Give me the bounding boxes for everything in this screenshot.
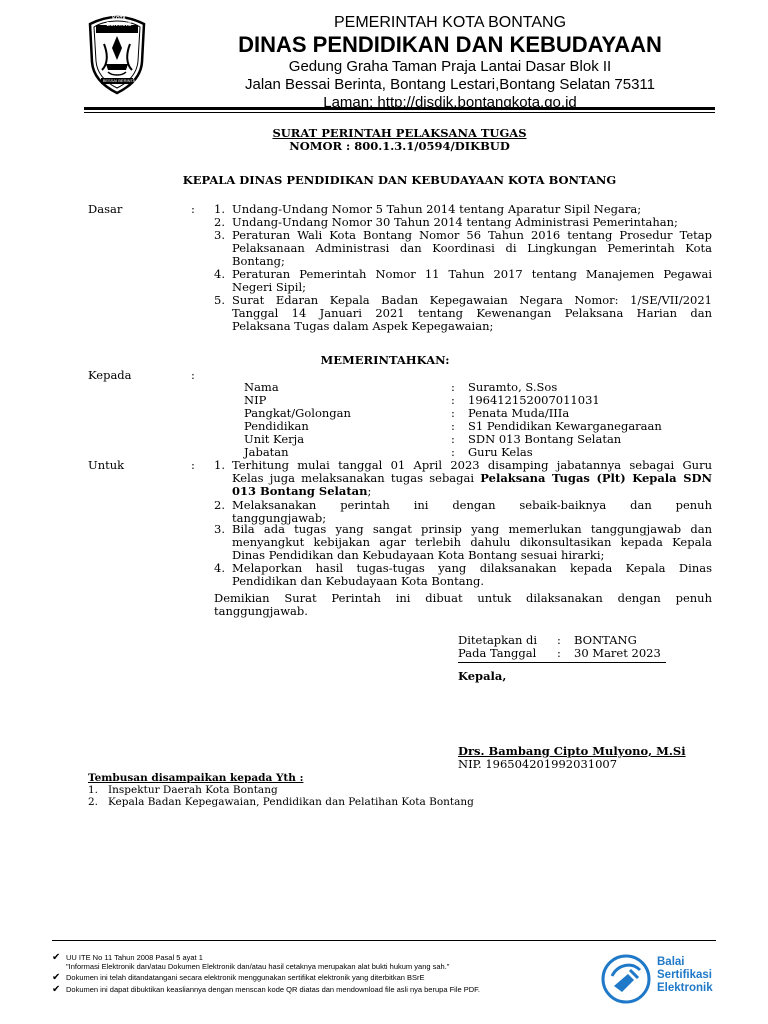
field-value-nama: Suramto, S.Sos	[468, 380, 558, 394]
signer-position: Kepala,	[458, 669, 507, 683]
dasar-num-2: 2.	[214, 215, 225, 229]
bsre-line: Sertifikasi	[657, 969, 712, 981]
dasar-num-1: 1.	[214, 202, 225, 216]
untuk-item-1	[232, 459, 712, 498]
text-line: Demikian Surat Perintah ini dibuat untuk dilaksanakan dengan penuh	[214, 591, 712, 605]
logo-motto-text: BESSAI BERINTA	[102, 78, 136, 83]
untuk-num-2: 2.	[214, 498, 225, 512]
bsre-line: Balai	[657, 956, 685, 968]
dasar-item-5	[232, 294, 712, 333]
text-line: Peraturan Wali Kota Bontang Nomor 56 Tahun 2016 tentang Prosedur Tetap	[232, 228, 712, 242]
date-value: 30 Maret 2023	[574, 646, 661, 660]
text-line: Melaksanakan perintah ini dengan sebaik-baiknya dan penuh	[232, 498, 712, 512]
dasar-label: Dasar	[88, 202, 123, 216]
text-segment: ;	[367, 484, 372, 498]
tembusan-item-1: Inspektur Daerah Kota Bontang	[108, 784, 278, 796]
agency-name: DINAS PENDIDIKAN DAN KEBUDAYAAN	[238, 32, 662, 57]
field-value-nip: 196412152007011031	[468, 393, 600, 407]
check-icon: ✔	[52, 972, 61, 983]
text-line: tanggungjawab.	[214, 604, 308, 618]
check-icon: ✔	[52, 952, 61, 963]
field-value-unit-kerja: SDN 013 Bontang Selatan	[468, 432, 622, 446]
field-label-jabatan: Jabatan	[244, 445, 289, 459]
tembusan-title: Tembusan disampaikan kepada Yth :	[88, 772, 304, 784]
date-colon: :	[557, 646, 561, 660]
letter-title: SURAT PERINTAH PELAKSANA TUGAS	[272, 126, 527, 140]
footer-note-4	[52, 985, 480, 994]
text-line: Terhitung mulai tanggal 01 April 2023 disamping jabatannya sebagai Guru	[232, 458, 712, 472]
field-colon: :	[451, 445, 455, 459]
untuk-item-3	[232, 523, 712, 562]
text-line: Dinas Pendidikan dan Kebudayaan Kota Bontang sesuai hirarki;	[232, 548, 605, 562]
dasar-item-4	[232, 268, 712, 294]
field-colon: :	[451, 432, 455, 446]
logo-banner-text: KOTA BONTANG	[106, 16, 132, 28]
text-line: Bila ada tugas yang sangat prinsip yang memerlukan tanggungjawab dan	[232, 522, 712, 536]
text-line: Pendidikan dan Kebudayaan Kota Bontang.	[232, 574, 485, 588]
date-label: Pada Tanggal	[458, 646, 537, 660]
letter-number: NOMOR : 800.1.3.1/0594/DIKBUD	[289, 139, 510, 153]
footer-text: "Informasi Elektronik dan/atau Dokumen Elektronik dan/atau hasil cetaknya merupakan alat bukti hukum yang sah."	[66, 962, 450, 971]
field-colon: :	[451, 380, 455, 394]
footer-note-1	[52, 953, 203, 962]
text-line: Bontang;	[232, 254, 285, 268]
tembusan-num-1: 1.	[88, 784, 99, 796]
text-line	[232, 485, 712, 498]
text-line: Melaporkan hasil tugas-tugas yang dilaksanakan kepada Kepala Dinas	[232, 561, 712, 575]
text-line: Pelaksana Tugas dalam Aspek Kepegawaian;	[232, 319, 494, 333]
check-icon: ✔	[52, 984, 61, 995]
untuk-num-3: 3.	[214, 522, 225, 536]
text-line: tanggungjawab;	[232, 511, 327, 525]
address-line: Jalan Bessai Berinta, Bontang Lestari,Bontang Selatan 75311	[244, 76, 655, 93]
field-colon: :	[451, 419, 455, 433]
place-colon: :	[557, 633, 561, 647]
letterhead-text	[190, 14, 710, 112]
letterhead-rule-thick	[84, 107, 715, 110]
footer-text: Dokumen ini dapat dibuktikan keasliannya dengan menscan kode QR diatas dan mendownload file asli nya berupa File PDF.	[66, 985, 480, 994]
website-line: Laman: http://disdik.bontangkota.go.id	[323, 94, 577, 111]
place-value: BONTANG	[574, 633, 637, 647]
tembusan-num-2: 2.	[88, 796, 99, 808]
text-segment: Kelas juga melaksanakan tugas sebagai	[232, 471, 481, 485]
bsre-line: Elektronik	[657, 982, 713, 994]
field-label-pendidikan: Pendidikan	[244, 419, 309, 433]
signer-name: Drs. Bambang Cipto Mulyono, M.Si	[458, 744, 686, 758]
text-line: Negeri Sipil;	[232, 280, 307, 294]
gov-name: PEMERINTAH KOTA BONTANG	[333, 14, 567, 31]
field-value-pendidikan: S1 Pendidikan Kewarganegaraan	[468, 419, 662, 433]
bsre-logo-text	[657, 956, 713, 995]
footer-text: UU ITE No 11 Tahun 2008 Pasal 5 ayat 1	[66, 953, 203, 962]
field-colon: :	[451, 393, 455, 407]
building-line: Gedung Graha Taman Praja Lantai Dasar Blok II	[288, 58, 612, 75]
field-colon: :	[451, 406, 455, 420]
bold-segment: 013 Bontang Selatan	[232, 484, 368, 498]
letter-issuer: KEPALA DINAS PENDIDIKAN DAN KEBUDAYAAN KOTA BONTANG	[182, 173, 617, 187]
untuk-num-4: 4.	[214, 561, 225, 575]
letterhead-rule-thin	[84, 112, 715, 113]
bold-segment: Pelaksana Tugas (Plt) Kepala SDN	[480, 471, 712, 485]
footer-note-3	[52, 973, 425, 982]
footer-rule	[52, 940, 716, 941]
text-line: Surat Edaran Kepala Badan Kepegawaian Negara Nomor: 1/SE/VII/2021	[232, 293, 712, 307]
untuk-colon: :	[191, 458, 195, 472]
field-label-nama: Nama	[244, 380, 279, 394]
letterhead	[0, 0, 768, 111]
field-value-jabatan: Guru Kelas	[468, 445, 533, 459]
dasar-num-3: 3.	[214, 228, 225, 242]
footer-note-2	[66, 962, 449, 971]
text-line: menyangkut kebijakan agar terlebih dahulu dikonsultasikan kepada Kepala	[232, 535, 712, 549]
dasar-item-3	[232, 229, 712, 268]
field-label-nip: NIP	[244, 393, 267, 407]
kepada-colon: :	[191, 368, 195, 382]
dasar-num-4: 4.	[214, 267, 225, 281]
text-line: Undang-Undang Nomor 30 Tahun 2014 tentang Administrasi Pemerintahan;	[232, 215, 678, 229]
text-line: Pelaksanaan Administrasi dan Koordinasi di Lingkungan Pemerintah Kota	[232, 241, 712, 255]
dasar-num-5: 5.	[214, 293, 225, 307]
text-line: Undang-Undang Nomor 5 Tahun 2014 tentang Aparatur Sipil Negara;	[232, 202, 642, 216]
memerintahkan-heading: MEMERINTAHKAN:	[320, 353, 450, 367]
signature-date-rule	[458, 662, 666, 663]
field-label-pangkat: Pangkat/Golongan	[244, 406, 351, 420]
text-line: Tanggal 14 Januari 2021 tentang Kewenangan Pelaksana Harian dan	[232, 306, 712, 320]
tembusan-item-2: Kepala Badan Kepegawaian, Pendidikan dan Pelatihan Kota Bontang	[108, 796, 474, 808]
text-line: Peraturan Pemerintah Nomor 11 Tahun 2017 tentang Manajemen Pegawai	[232, 267, 712, 281]
footer-text: Dokumen ini telah ditandatangani secara elektronik menggunakan sertifikat elektronik yang diterbitkan BSrE	[66, 973, 425, 982]
dasar-colon: :	[191, 202, 195, 216]
signer-nip: NIP. 196504201992031007	[458, 757, 618, 771]
untuk-label: Untuk	[88, 458, 125, 472]
kepada-label: Kepada	[88, 368, 132, 382]
untuk-num-1: 1.	[214, 458, 225, 472]
place-label: Ditetapkan di	[458, 633, 538, 647]
closing-paragraph	[214, 592, 712, 618]
field-label-unit-kerja: Unit Kerja	[244, 432, 305, 446]
untuk-item-4	[232, 562, 712, 588]
field-value-pangkat: Penata Muda/IIIa	[468, 406, 570, 420]
